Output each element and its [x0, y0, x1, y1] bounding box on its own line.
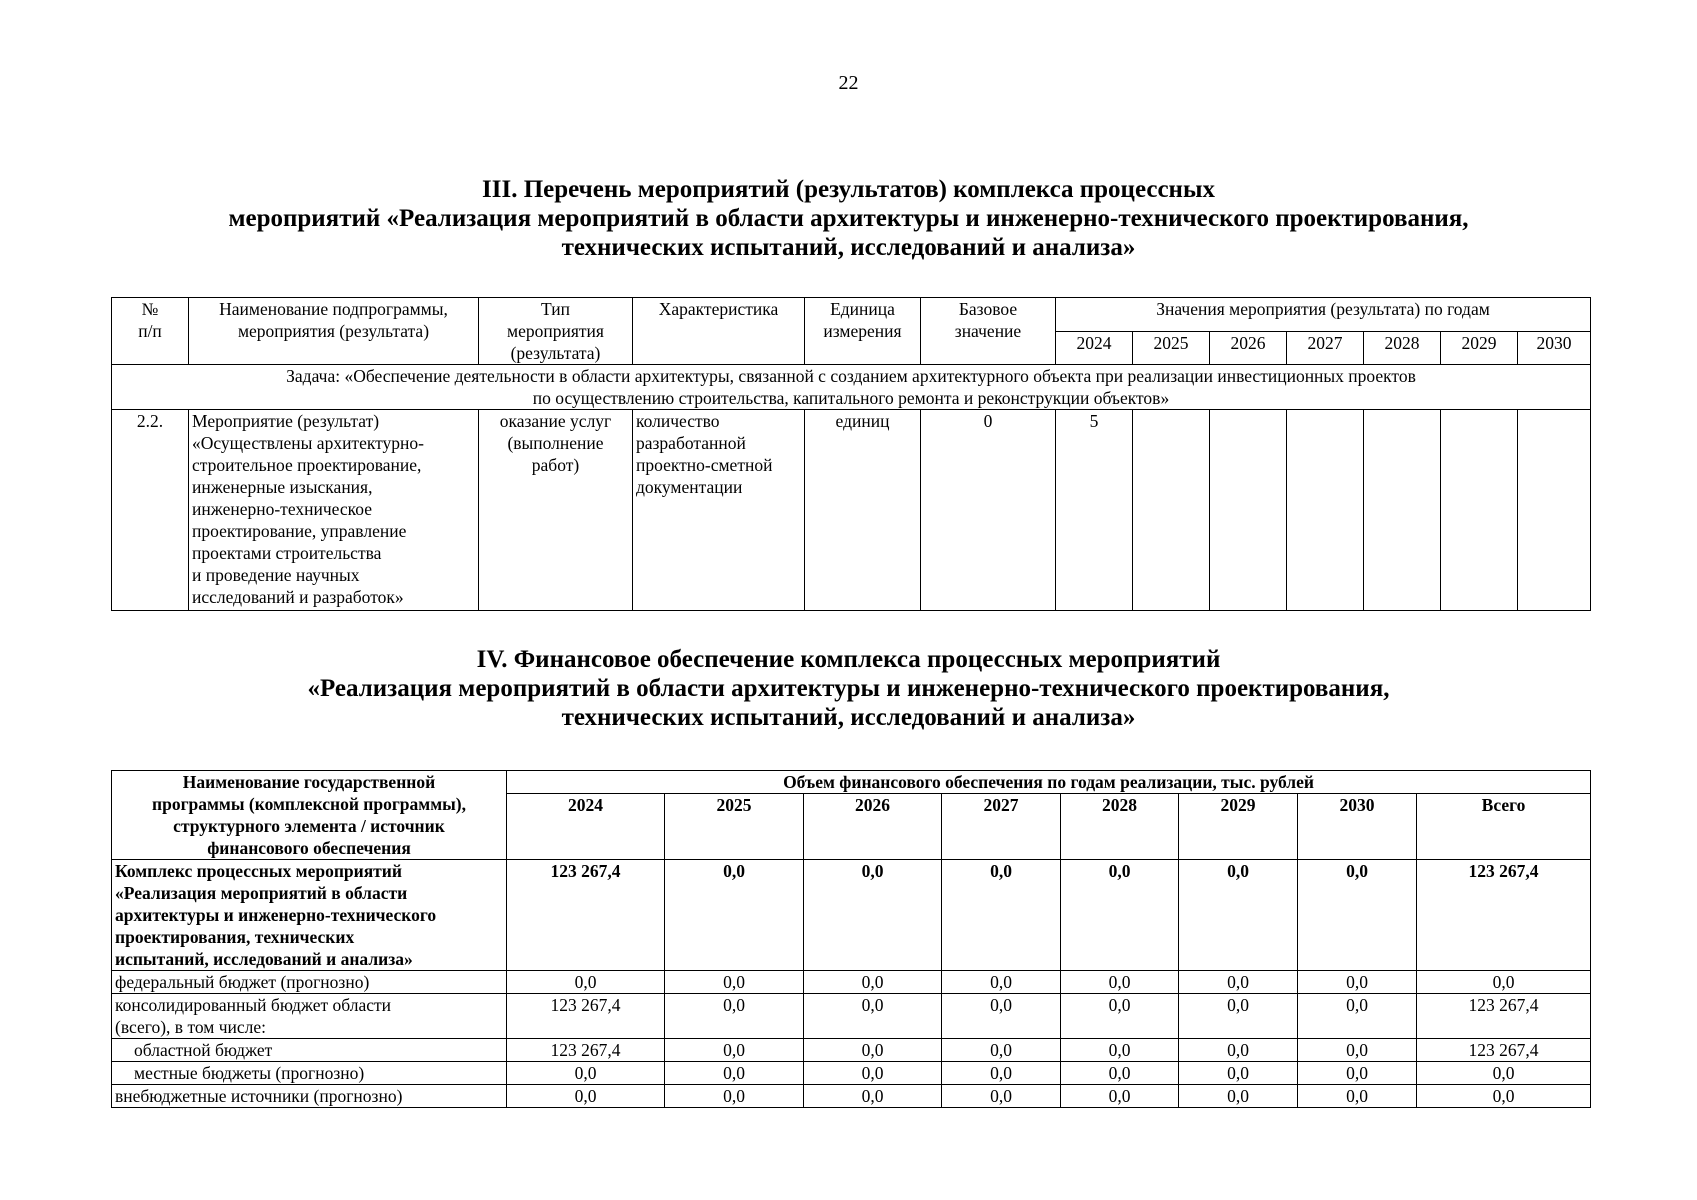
financing-value: 0,0	[507, 971, 665, 994]
header-unit: Единица измерения	[805, 298, 921, 365]
financing-value: 0,0	[665, 971, 804, 994]
header-num: № п/п	[112, 298, 189, 365]
financing-value: 0,0	[804, 1039, 942, 1062]
header-fin-year: 2028	[1061, 794, 1179, 860]
measure-value	[1518, 410, 1591, 611]
financing-value: 0,0	[942, 1062, 1061, 1085]
header-year: 2024	[1056, 331, 1133, 365]
financing-value: 123 267,4	[507, 860, 665, 971]
financing-value: 0,0	[804, 1085, 942, 1108]
header-fin-year: 2025	[665, 794, 804, 860]
financing-value: 0,0	[1298, 1039, 1417, 1062]
measure-num: 2.2.	[112, 410, 189, 611]
financing-value: 0,0	[665, 994, 804, 1039]
section-3-title	[0, 175, 1697, 262]
header-fin-volume: Объем финансового обеспечения по годам реализации, тыс. рублей	[507, 771, 1591, 794]
measure-name: Мероприятие (результат) «Осуществлены архитектурно- строительное проектирование, инженерные изыскания, инженерно-техническое проектирование, управление проектами строительства и проведение научных исследований и разработок»	[189, 410, 479, 611]
financing-value: 0,0	[1298, 971, 1417, 994]
financing-row-label: местные бюджеты (прогнозно)	[112, 1062, 507, 1085]
section-4-title-line: IV. Финансовое обеспечение комплекса процессных мероприятий	[476, 646, 1221, 673]
measure-characteristic: количество разработанной проектно-сметной документации	[633, 410, 805, 611]
financing-row	[112, 1085, 1591, 1108]
financing-value: 0,0	[1061, 860, 1179, 971]
financing-row-label: областной бюджет	[112, 1039, 507, 1062]
financing-value: 0,0	[942, 860, 1061, 971]
measure-unit: единиц	[805, 410, 921, 611]
header-fin-year: 2029	[1179, 794, 1298, 860]
header-year: 2027	[1287, 331, 1364, 365]
financing-value: 0,0	[942, 1039, 1061, 1062]
section-4-title	[0, 645, 1697, 732]
financing-value: 0,0	[1417, 1085, 1591, 1108]
financing-value: 0,0	[1179, 1062, 1298, 1085]
financing-value: 0,0	[1298, 860, 1417, 971]
measure-value	[1287, 410, 1364, 611]
header-fin-total: Всего	[1417, 794, 1591, 860]
financing-value: 0,0	[1298, 1085, 1417, 1108]
financing-value: 0,0	[804, 1062, 942, 1085]
financing-value: 123 267,4	[507, 994, 665, 1039]
financing-value: 123 267,4	[1417, 860, 1591, 971]
header-type: Тип мероприятия (результата)	[479, 298, 633, 365]
measure-value	[1364, 410, 1441, 611]
header-year: 2028	[1364, 331, 1441, 365]
section-3-title-line: технических испытаний, исследований и анализа»	[561, 234, 1136, 261]
financing-value: 0,0	[665, 860, 804, 971]
financing-value: 0,0	[1179, 1039, 1298, 1062]
measures-header-row	[112, 298, 1591, 332]
financing-header-row	[112, 771, 1591, 794]
header-year: 2029	[1441, 331, 1518, 365]
financing-value: 0,0	[665, 1062, 804, 1085]
header-name: Наименование подпрограммы, мероприятия (результата)	[189, 298, 479, 365]
task-row	[112, 365, 1591, 410]
section-4-title-line: «Реализация мероприятий в области архитектуры и инженерно-технического проектирования,	[307, 675, 1390, 702]
financing-row	[112, 994, 1591, 1039]
measure-value: 5	[1056, 410, 1133, 611]
header-base: Базовое значение	[921, 298, 1056, 365]
section-4-title-line: технических испытаний, исследований и анализа»	[561, 704, 1136, 731]
financing-value: 0,0	[507, 1062, 665, 1085]
financing-body	[112, 860, 1591, 1108]
financing-row-label: Комплекс процессных мероприятий «Реализация мероприятий в области архитектуры и инженерно-технического проектирования, технических испытаний, исследований и анализа»	[112, 860, 507, 971]
financing-row	[112, 1062, 1591, 1085]
financing-value: 123 267,4	[1417, 1039, 1591, 1062]
financing-value: 0,0	[942, 971, 1061, 994]
header-fin-year: 2030	[1298, 794, 1417, 860]
measure-value	[1133, 410, 1210, 611]
financing-value: 0,0	[942, 1085, 1061, 1108]
financing-value: 123 267,4	[507, 1039, 665, 1062]
header-year: 2026	[1210, 331, 1287, 365]
measures-table	[111, 297, 1591, 611]
measure-row	[112, 410, 1591, 611]
financing-row	[112, 1039, 1591, 1062]
header-fin-year: 2024	[507, 794, 665, 860]
measure-base: 0	[921, 410, 1056, 611]
financing-value: 0,0	[804, 860, 942, 971]
financing-row-label: федеральный бюджет (прогнозно)	[112, 971, 507, 994]
financing-value: 123 267,4	[1417, 994, 1591, 1039]
header-values-by-year: Значения мероприятия (результата) по годам	[1056, 298, 1591, 332]
financing-value: 0,0	[665, 1039, 804, 1062]
header-year: 2025	[1133, 331, 1210, 365]
financing-value: 0,0	[1179, 1085, 1298, 1108]
financing-value: 0,0	[1061, 971, 1179, 994]
header-year: 2030	[1518, 331, 1591, 365]
header-characteristic: Характеристика	[633, 298, 805, 365]
financing-value: 0,0	[1417, 1062, 1591, 1085]
financing-value: 0,0	[1298, 1062, 1417, 1085]
section-3-title-line: III. Перечень мероприятий (результатов) комплекса процессных	[482, 176, 1215, 203]
financing-row	[112, 860, 1591, 971]
financing-value: 0,0	[1179, 994, 1298, 1039]
measure-value	[1210, 410, 1287, 611]
section-3-title-line: мероприятий «Реализация мероприятий в области архитектуры и инженерно-технического проектирования,	[228, 205, 1469, 232]
financing-row-label: внебюджетные источники (прогнозно)	[112, 1085, 507, 1108]
financing-value: 0,0	[665, 1085, 804, 1108]
measure-value	[1441, 410, 1518, 611]
financing-value: 0,0	[804, 994, 942, 1039]
header-fin-year: 2026	[804, 794, 942, 860]
financing-value: 0,0	[1417, 971, 1591, 994]
financing-value: 0,0	[804, 971, 942, 994]
financing-value: 0,0	[1179, 860, 1298, 971]
financing-value: 0,0	[1061, 1062, 1179, 1085]
financing-table	[111, 770, 1591, 1108]
financing-value: 0,0	[942, 994, 1061, 1039]
page-number: 22	[838, 72, 859, 94]
measure-type: оказание услуг (выполнение работ)	[479, 410, 633, 611]
task-text: Задача: «Обеспечение деятельности в области архитектуры, связанной с созданием архитектурного объекта при реализации инвестиционных проектов по осуществлению строительства, капитального ремонта и реконструкции объектов»	[112, 365, 1591, 410]
header-fin-year: 2027	[942, 794, 1061, 860]
financing-value: 0,0	[1061, 1085, 1179, 1108]
header-fin-name: Наименование государственной программы (комплексной программы), структурного элемента / источник финансового обеспечения	[112, 771, 507, 860]
financing-value: 0,0	[1061, 994, 1179, 1039]
financing-row	[112, 971, 1591, 994]
financing-value: 0,0	[1298, 994, 1417, 1039]
financing-value: 0,0	[1061, 1039, 1179, 1062]
financing-row-label: консолидированный бюджет области (всего), в том числе:	[112, 994, 507, 1039]
financing-value: 0,0	[507, 1085, 665, 1108]
financing-value: 0,0	[1179, 971, 1298, 994]
